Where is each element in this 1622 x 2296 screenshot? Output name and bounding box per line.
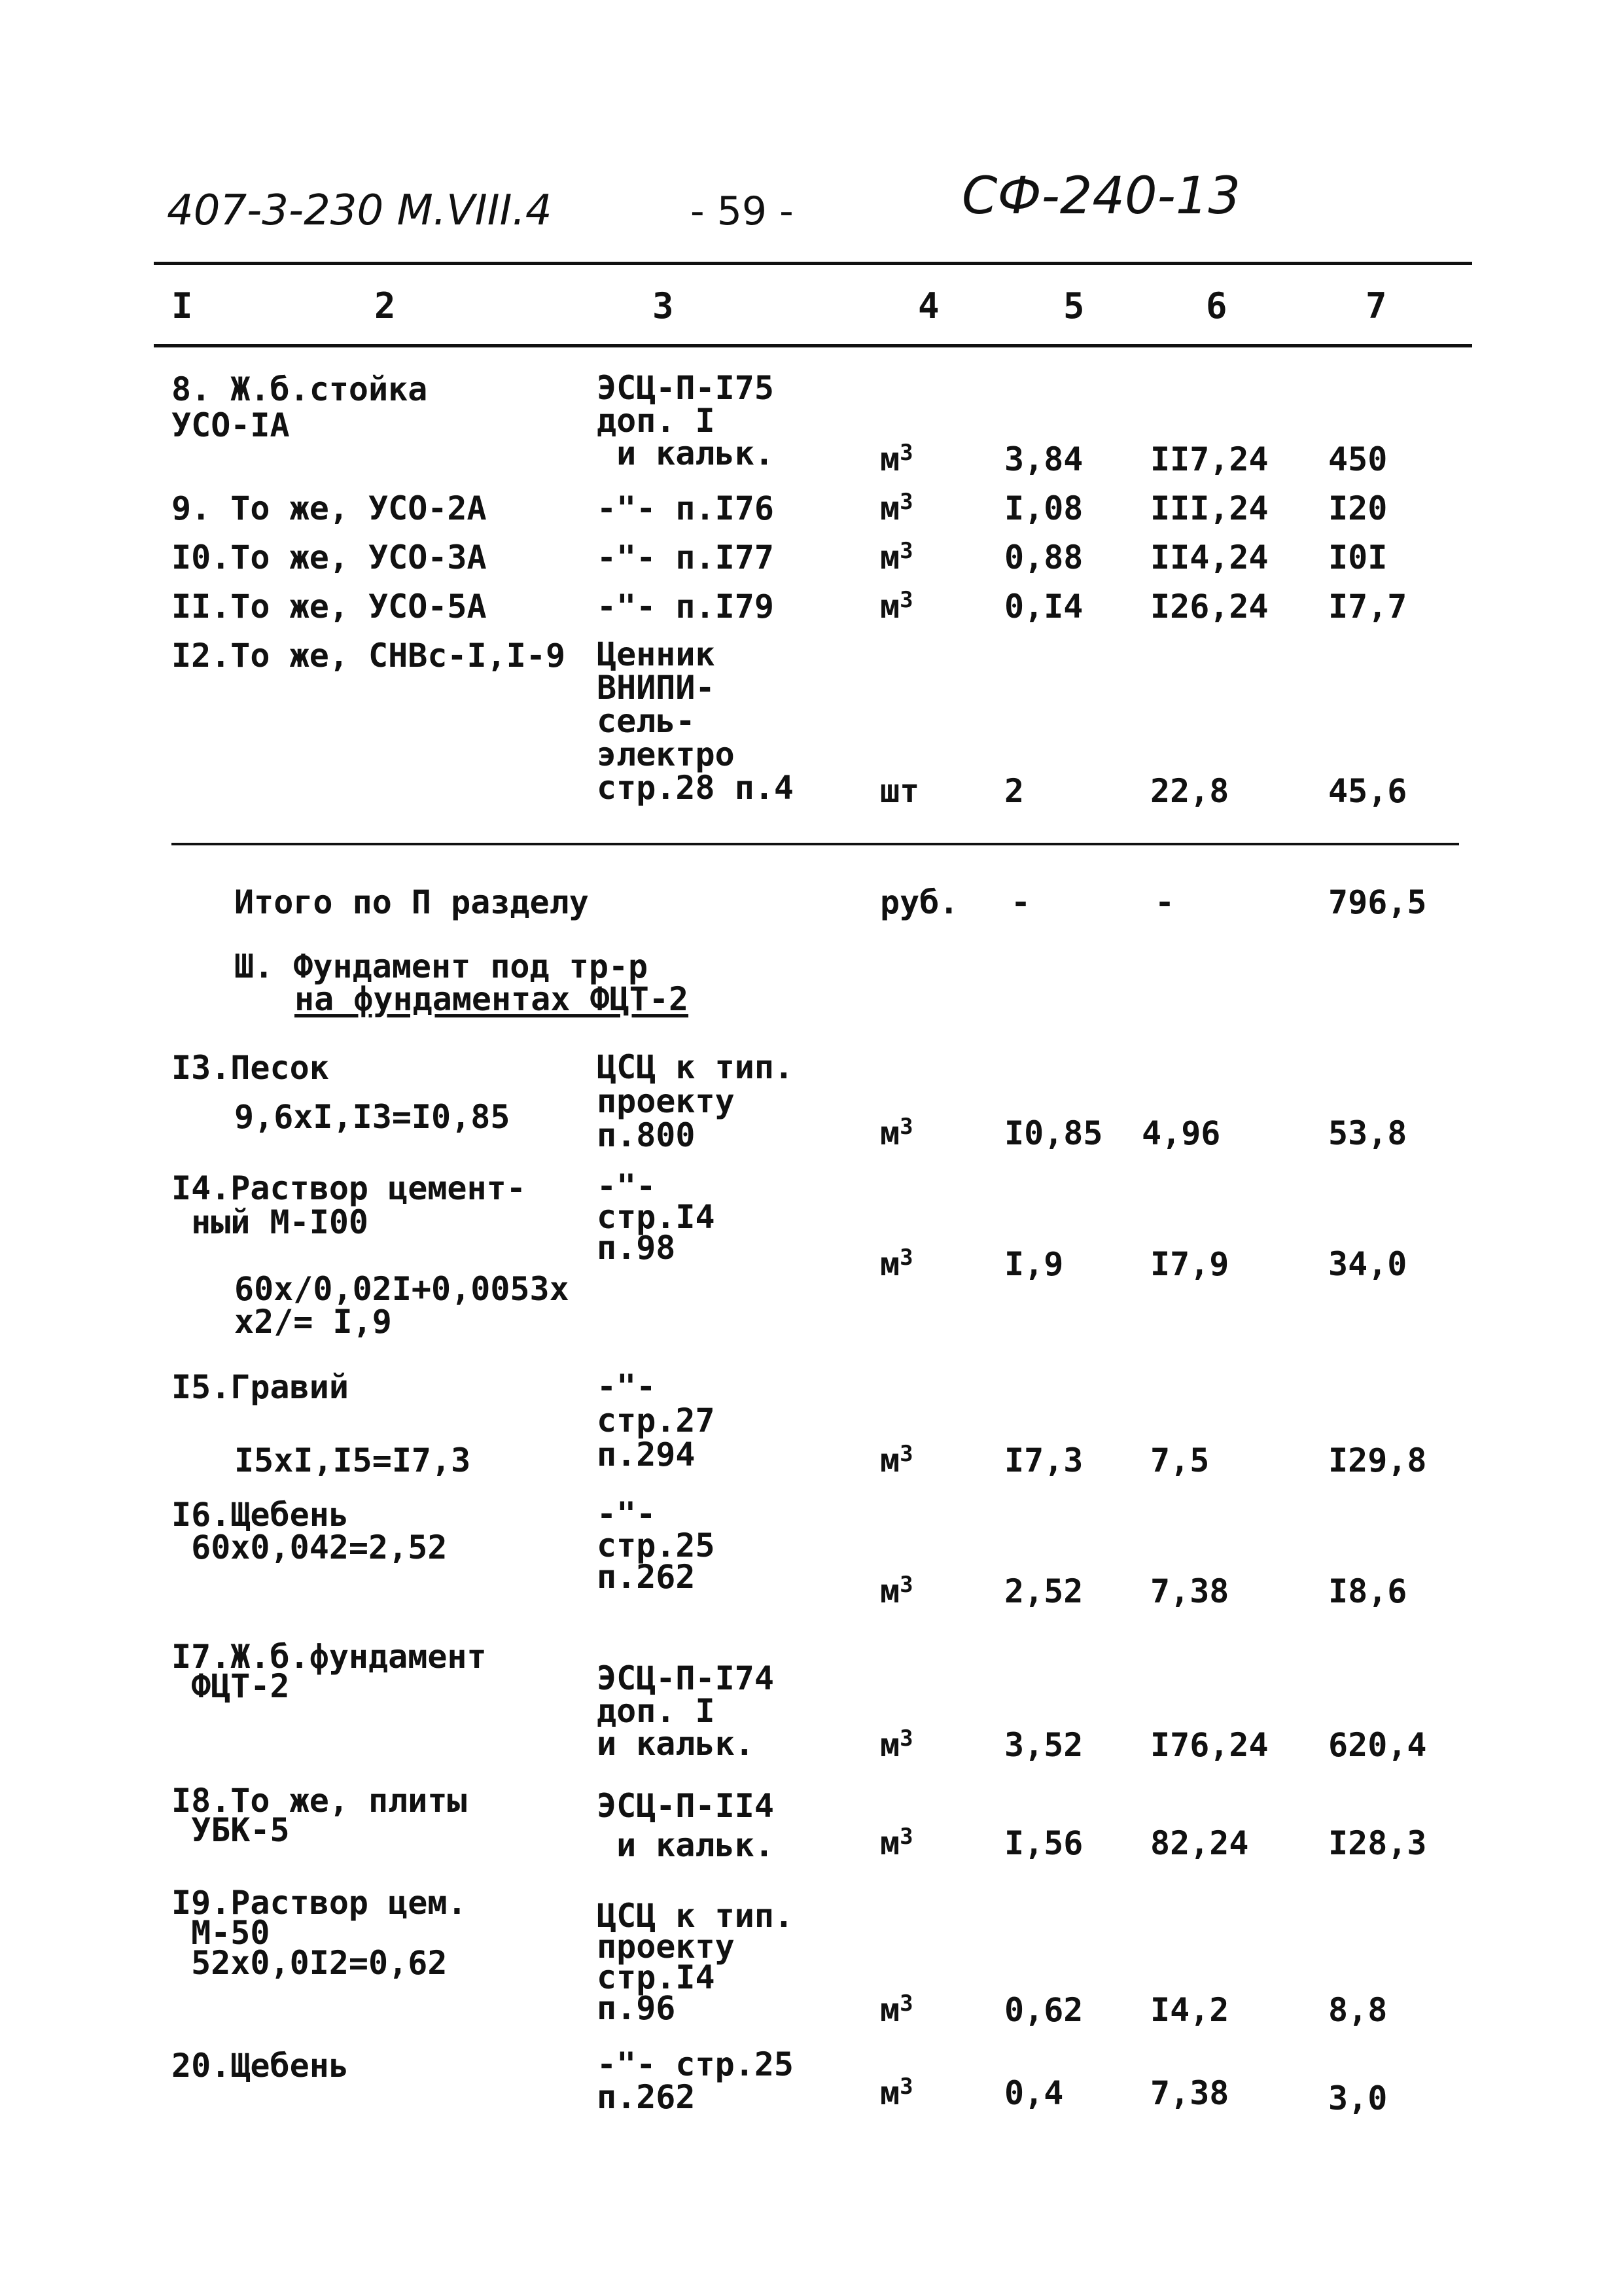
row-16-qty: 2,52	[1004, 1572, 1084, 1610]
row-17-source: ЭСЦ-П-I74 доп. I и кальк.	[597, 1659, 774, 1763]
row-10-source: -"- п.I77	[597, 539, 774, 576]
row-13-source: ЦСЦ к тип. проекту п.800	[597, 1048, 794, 1154]
row-13-name: I3.Песок	[171, 1049, 329, 1087]
row-13-qty: I0,85	[1004, 1114, 1103, 1152]
row-17-price: I76,24	[1150, 1726, 1269, 1764]
column-header-4: 4	[918, 285, 940, 327]
row-10-unit: $м^3$	[880, 538, 913, 576]
row-18-unit: $м^3$	[880, 1824, 913, 1862]
row-17-name: I7.Ж.б.фундамент ФЦТ-2	[171, 1638, 487, 1705]
row-9-source: -"- п.I76	[597, 489, 774, 527]
top-rule	[154, 262, 1472, 265]
column-header-5: 5	[1063, 285, 1085, 327]
subtotal-unit: руб.	[880, 883, 959, 921]
column-header-1: I	[171, 285, 193, 327]
row-20-total: 3,0	[1328, 2079, 1388, 2117]
row-14-unit: $м^3$	[880, 1245, 913, 1283]
row-12-source: Ценник ВНИПИ- сель- электро стр.28 п.4	[597, 635, 794, 807]
row-9-name: 9. То же, УСО-2А	[171, 489, 487, 527]
row-15-total: I29,8	[1328, 1441, 1427, 1479]
row-16-unit: $м^3$	[880, 1572, 913, 1610]
sheet-code: СФ-240-13	[962, 167, 1241, 226]
column-header-rule	[154, 344, 1472, 347]
row-11-unit: $м^3$	[880, 587, 913, 626]
row-15-source: -"- стр.27 п.294	[597, 1368, 715, 1474]
row-8-qty: 3,84	[1004, 440, 1084, 478]
row-18-qty: I,56	[1004, 1824, 1084, 1862]
doc-code: 407-3-230 М.VIII.4	[167, 186, 552, 235]
row-20-qty: 0,4	[1004, 2074, 1064, 2112]
subtotal-label: Итого по П разделу	[234, 883, 589, 921]
section-3-title-line2: на фундаментах ФЦТ-2	[294, 980, 689, 1018]
column-header-7: 7	[1366, 285, 1387, 327]
row-8-price: II7,24	[1150, 440, 1269, 478]
row-14-calc: 60х/0,02I+0,0053х х2/= I,9	[234, 1270, 569, 1341]
row-19-unit: $м^3$	[880, 1990, 913, 2029]
row-11-price: I26,24	[1150, 588, 1269, 626]
row-16-price: 7,38	[1150, 1572, 1229, 1610]
row-10-qty: 0,88	[1004, 539, 1084, 576]
row-8-source: ЭСЦ-П-I75 доп. I и кальк.	[597, 369, 774, 472]
row-12-name: I2.То же, СНВс-I,I-9	[171, 637, 566, 675]
row-14-price: I7,9	[1150, 1245, 1229, 1283]
page-number: - 59 -	[690, 188, 794, 234]
row-19-total: 8,8	[1328, 1991, 1388, 2029]
row-13-calc: 9,6хI,I3=I0,85	[234, 1098, 510, 1136]
row-12-total: 45,6	[1328, 772, 1407, 810]
row-11-qty: 0,I4	[1004, 588, 1084, 626]
row-9-total: I20	[1328, 489, 1388, 527]
row-20-name: 20.Щебень	[171, 2047, 349, 2085]
row-10-price: II4,24	[1150, 539, 1269, 576]
row-18-price: 82,24	[1150, 1824, 1249, 1862]
row-14-qty: I,9	[1004, 1245, 1064, 1283]
row-13-unit: $м^3$	[880, 1114, 913, 1152]
row-11-name: II.То же, УСО-5А	[171, 588, 487, 626]
row-20-unit: $м^3$	[880, 2074, 913, 2112]
row-19-price: I4,2	[1150, 1991, 1229, 2029]
row-9-unit: $м^3$	[880, 489, 913, 527]
row-15-unit: $м^3$	[880, 1441, 913, 1479]
section-divider	[171, 843, 1459, 845]
row-18-total: I28,3	[1328, 1824, 1427, 1862]
row-10-total: I0I	[1328, 539, 1388, 576]
row-15-name: I5.Гравий	[171, 1368, 349, 1406]
row-8-unit: $м^3$	[880, 440, 913, 478]
row-9-price: III,24	[1150, 489, 1269, 527]
row-12-qty: 2	[1004, 772, 1025, 810]
row-8-total: 450	[1328, 440, 1388, 478]
row-18-name: I8.То же, плиты УБК-5	[171, 1782, 467, 1849]
row-15-price: 7,5	[1150, 1441, 1210, 1479]
column-header-3: 3	[652, 285, 674, 327]
row-15-calc: I5хI,I5=I7,3	[234, 1441, 471, 1479]
row-14-name: I4.Раствор цемент- ный М-I00	[171, 1169, 526, 1241]
row-10-name: I0.То же, УСО-3А	[171, 539, 487, 576]
subtotal-total: 796,5	[1328, 883, 1427, 921]
row-20-source: -"- стр.25 п.262	[597, 2045, 794, 2116]
row-19-source: ЦСЦ к тип. проекту стр.I4 п.96	[597, 1897, 794, 2027]
column-header-6: 6	[1206, 285, 1227, 327]
row-15-qty: I7,3	[1004, 1441, 1084, 1479]
row-16-name: I6.Щебень 60х0,042=2,52	[171, 1496, 448, 1566]
row-16-total: I8,6	[1328, 1572, 1407, 1610]
row-17-total: 620,4	[1328, 1726, 1427, 1764]
row-17-unit: $м^3$	[880, 1725, 913, 1764]
row-12-unit: шт	[880, 772, 920, 810]
row-12-price: 22,8	[1150, 772, 1229, 810]
section-3-title-line1: Ш. Фундамент под тр-р	[234, 947, 648, 985]
row-17-qty: 3,52	[1004, 1726, 1084, 1764]
row-11-total: I7,7	[1328, 588, 1407, 626]
subtotal-price: -	[1155, 883, 1175, 921]
row-14-total: 34,0	[1328, 1245, 1407, 1283]
row-9-qty: I,08	[1004, 489, 1084, 527]
row-20-price: 7,38	[1150, 2074, 1229, 2112]
row-8-name: 8. Ж.б.стойка УСО-IА	[171, 370, 428, 444]
row-19-qty: 0,62	[1004, 1991, 1084, 2029]
row-14-source: -"- стр.I4 п.98	[597, 1167, 715, 1267]
row-11-source: -"- п.I79	[597, 588, 774, 626]
subtotal-qty: -	[1011, 883, 1031, 921]
column-header-2: 2	[374, 285, 396, 327]
row-13-price: 4,96	[1142, 1114, 1221, 1152]
row-13-total: 53,8	[1328, 1114, 1407, 1152]
row-19-name: I9.Раствор цем. М-50 52х0,0I2=0,62	[171, 1884, 467, 1982]
row-18-source: ЭСЦ-П-II4 и кальк.	[597, 1787, 774, 1864]
row-16-source: -"- стр.25 п.262	[597, 1495, 715, 1596]
